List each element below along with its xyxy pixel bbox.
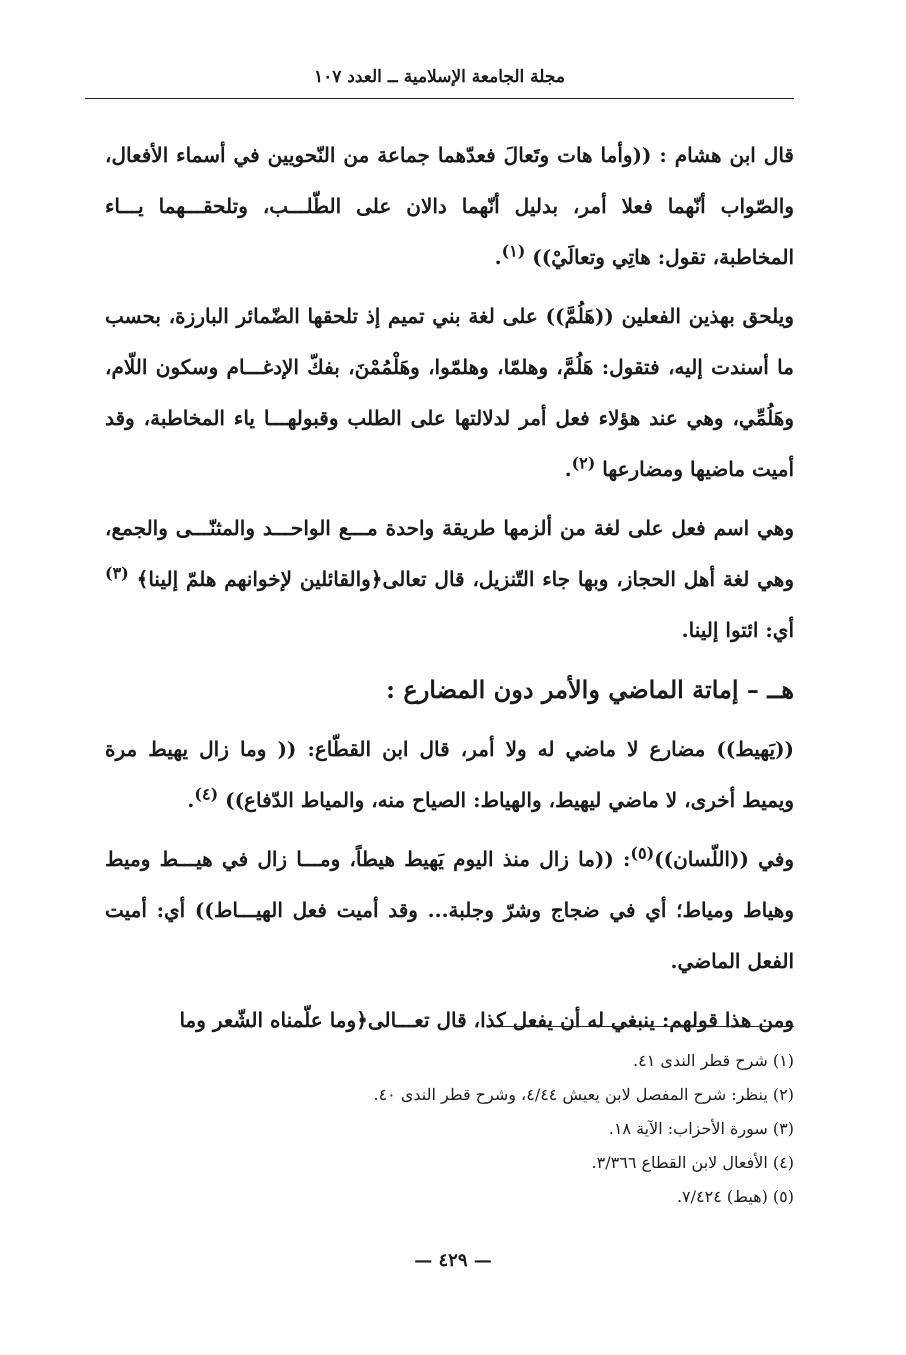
- page-number: — ٤٢٩ —: [414, 1250, 492, 1271]
- footnotes: [105, 1044, 794, 1214]
- footnote-ref-2[interactable]: (٢): [571, 453, 596, 473]
- paragraph-3: [105, 503, 794, 656]
- paragraph-text: وفي ((اللّسان)): [654, 847, 794, 871]
- paragraph-5: [105, 834, 794, 987]
- footnote-item: (٥) (هيط) ٧/٤٢٤.: [676, 1187, 794, 1206]
- paragraph-tail: أي: ائتوا إلينا.: [681, 618, 794, 642]
- paragraph-text: : ((ما زال منذ اليوم يَهيط هيطاً، ومـــا زال في هيـــط وميط وهياط ومياط؛ أي في ضجاج وشرّ وجلبة... وقد أميت فعل الهيـــاط)) أي: أميت الفعل الماضي.: [105, 847, 794, 973]
- section-heading: هــ – إماتة الماضي والأمر دون المضارع :: [386, 675, 794, 704]
- footnote-item: (٢) ينظر: شرح المفصل لابن يعيش ٤/٤٤، وشرح قطر الندى ٤٠.: [373, 1085, 794, 1104]
- paragraph-6: [105, 995, 794, 1046]
- footnote-divider: [494, 1026, 794, 1027]
- paragraph-text: وهي اسم فعل على لغة من ألزمها طريقة واحدة مـــع الواحـــد والمثنّـــى والجمع، وهي لغة أهل الحجاز، وبها جاء التّنزيل، قال تعالى﴿والقائلين لإخوانهم هلمّ إلينا﴾: [105, 516, 795, 591]
- footnote-item: (٣) سورة الأحزاب: الآية ١٨.: [608, 1119, 794, 1138]
- footnote-ref-3[interactable]: (٣): [105, 563, 129, 583]
- paragraph-text: ((يَهيط)) مضارع لا ماضي له ولا أمر، قال ابن القطّاع: (( وما زال يهيط مرة ويميط أخرى، لا ماضي ليهيط، والهياط: الصياح منه، والمياط الدّفاع)): [105, 737, 794, 812]
- paragraph-text: ويلحق بهذين الفعلين ((هَلُمَّ)) على لغة بني تميم إذ تلحقها الضّمائر البارزة، بحسب ما أسندت إليه، فتقول: هَلُمَّ، وهلمّا، وهلمّوا، وهَلْمُمْنَ، بفكّ الإدغـــام وسكون اللّام، وهَلُمِّي، وهي عند هؤلاء فعل أمر لدلالتها على الطلب وقبولهـــا ياء المخاطبة، وقد أميت ماضيها ومضارعها: [105, 304, 794, 481]
- main-text: [105, 130, 794, 1054]
- paragraph-text: ومن هذا قولهم: ينبغي له أن يفعل كذا، قال تعـــالى﴿وما علّمناه الشّعر وما: [179, 1008, 794, 1032]
- footnote-ref-5[interactable]: (٥): [630, 843, 655, 863]
- footnote-ref-4[interactable]: (٤): [194, 784, 219, 804]
- paragraph-4: ((يَهيط)) مضارع لا ماضي له ولا أمر، قال ابن القطّاع: (( وما زال يهيط مرة ويميط أخرى، لا ماضي ليهيط، والهياط: الصياح منه، والمياط الدّفاع)) $^{(٤)}$.: [105, 737, 794, 812]
- header-divider: [85, 98, 794, 99]
- paragraph-1: قال ابن هشام : ((وأما هات وتَعالَ فعدّهما جماعة من النّحويين في أسماء الأفعال، والصّواب أنّهما فعلا أمر، بدليل أنّهما دالان على الطّلـــب، وتلحقـــهما يـــاء المخاطبة، تقول: هاتِي وتعالَيْ)) $^{(١)}$.: [105, 143, 794, 269]
- footnote-item: (١) شرح قطر الندى ٤١.: [633, 1051, 794, 1070]
- paragraph-2: ويلحق بهذين الفعلين ((هَلُمَّ)) على لغة بني تميم إذ تلحقها الضّمائر البارزة، بحسب ما أسندت إليه، فتقول: هَلُمَّ، وهلمّا، وهلمّوا، وهَلْمُمْنَ، بفكّ الإدغـــام وسكون اللّام، وهَلُمِّي، وهي عند هؤلاء فعل أمر لدلالتها على الطلب وقبولهـــا ياء المخاطبة، وقد أميت ماضيها ومضارعها $^{(٢)}$.: [105, 304, 794, 481]
- journal-header: مجلة الجامعة الإسلامية ــ العدد ١٠٧: [313, 67, 565, 87]
- footnote-item: (٤) الأفعال لابن القطاع ٣/٣٦٦.: [591, 1153, 794, 1172]
- footnote-ref-1[interactable]: (١): [501, 241, 526, 261]
- paragraph-text: قال ابن هشام : ((وأما هات وتَعالَ فعدّهما جماعة من النّحويين في أسماء الأفعال، والصّواب أنّهما فعلا أمر، بدليل أنّهما دالان على الطّلـــب، وتلحقـــهما يـــاء المخاطبة، تقول: هاتِي وتعالَيْ)): [105, 143, 794, 269]
